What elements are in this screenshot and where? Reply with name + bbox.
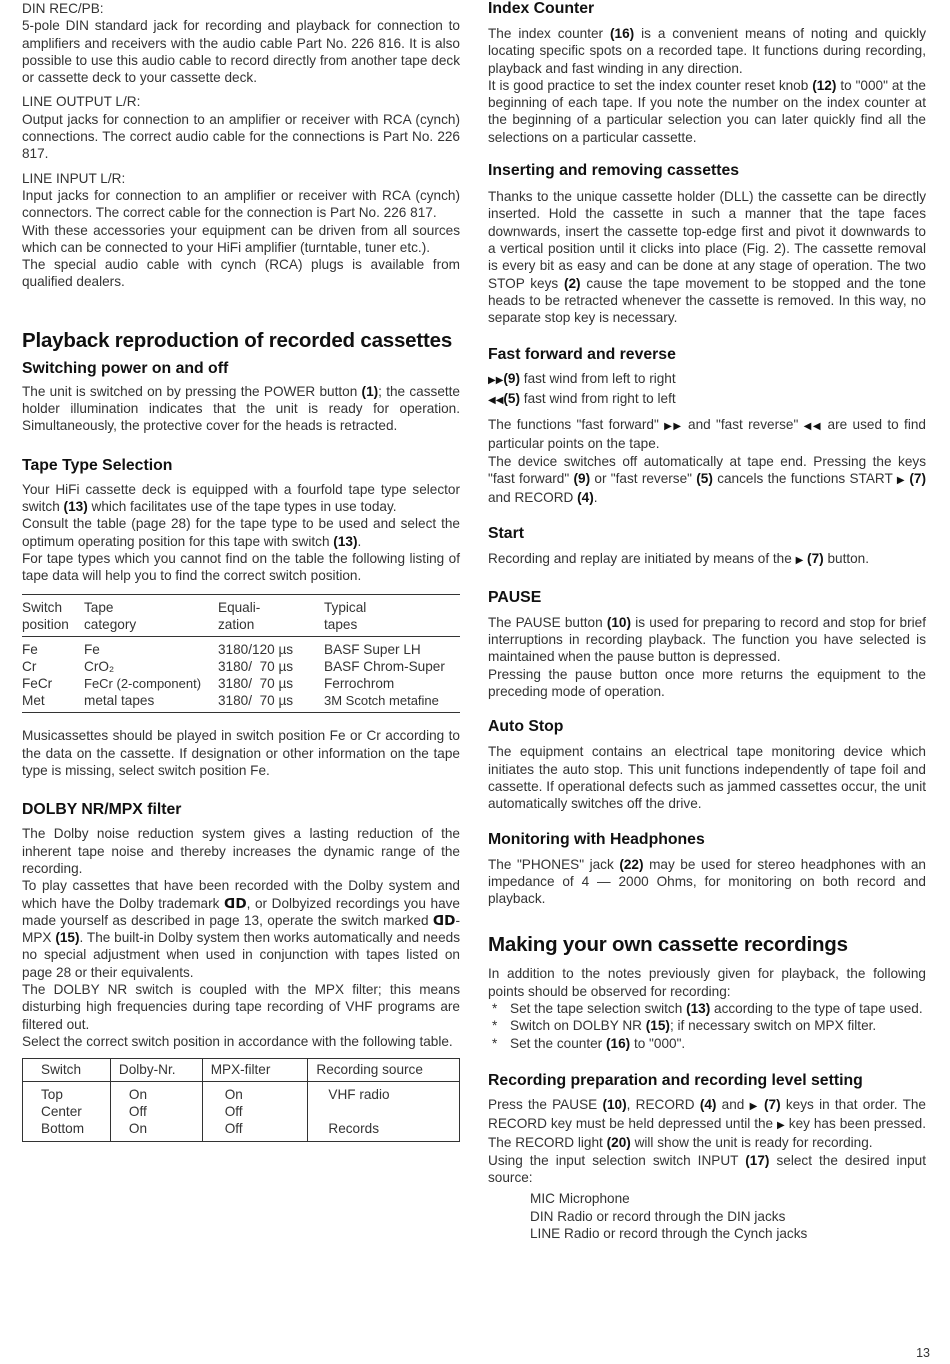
dolby-play-text: To play cassettes that have been recorded with the Dolby system and which have the Dolby trademark ᗡᗞ, or Dolbyized recordings you have made yourself as described in page 13, operate the switch marked ᗡᗞ-MPX (15). The built-in Dolby system then works automatically and needs no special adjustment when used in conjunction with tapes listed on page 28 or their equivalents. [22, 878, 460, 980]
index-good-practice-text: It is good practice to set the index counter reset knob (12) to "000" at the beginning of each tape. If you note the number on the index counter at the beginning of a particular selection you can later quickly find all the selections on a particular cassette. [488, 77, 926, 145]
dolby-coupled-text: The DOLBY NR switch is coupled with the MPX filter; this means disturbing high frequencies during tape recording of VHF programs are filtered out. [22, 981, 460, 1032]
header-switch: Switch [23, 1059, 111, 1082]
table-cell: Cr [22, 659, 37, 675]
line-output-label: LINE OUTPUT L/R: [22, 94, 141, 110]
tape-type-heading: Tape Type Selection [22, 456, 173, 474]
cable-text: The special audio cable with cynch (RCA) plugs is available from qualified dealers. [22, 257, 460, 290]
play-icon: ▶ [896, 474, 906, 486]
index-text: The index counter (16) is a convenient means of noting and quickly locating specific spots on a recorded tape. It functions during recording, playback and fast winding in any direction. [488, 26, 926, 76]
table-row [22, 692, 460, 713]
power-heading: Switching power on and off [22, 359, 229, 377]
header-typical-tapes: Typical tapes [324, 600, 367, 633]
din-text: 5-pole DIN standard jack for recording and playback for connection to amplifiers and receivers with the audio cable Part No. 226 816. It is also possible to use this audio cable to record directly from another tape deck or cassette deck to your cassette deck. [22, 18, 460, 86]
pause-text: The PAUSE button (10) is used for preparing to record and stop for brief interruptions in recording playback. The function you have selected is maintained when the pause button is depressed. [488, 614, 926, 665]
header-tape-category: Tape category [84, 600, 137, 633]
tape-type-text: Your HiFi cassette deck is equipped with a fourfold tape type selector switch (13) which facilitates use of the tape types in use today. [22, 481, 460, 514]
pause-heading: PAUSE [488, 588, 542, 606]
list-item: LINE Radio or record through the Cynch jacks [530, 1225, 808, 1241]
musicassettes-text: Musicassettes should be played in switch position Fe or Cr according to the data on the cassette. If designation or other information on the tape type is missing, select switch position Fe. [22, 728, 460, 779]
inserting-text: Thanks to the unique cassette holder (DLL) the cassette can be directly inserted. Hold the cassette in such a manner that the tape faces downwards, insert the cassette top-edge first and pivot it downwards to a vertical position until it clicks into place (Fig. 2). The cassette removal is every bit as easy and can be done at any stage of operation. The two STOP keys (2) cause the tape movement to be stopped and the tone heads to be retracted whenever the cassette is removed. In this way, no separate stop key is necessary. [488, 189, 926, 326]
fast-forward-heading: Fast forward and reverse [488, 346, 676, 364]
din-label: DIN REC/PB: [22, 1, 104, 16]
fast-forward-icon: ▶▶ [664, 421, 683, 433]
header-recording-source: Recording source [308, 1059, 460, 1082]
consult-text: Consult the table (page 28) for the tape type to be used and select the optimum operating position for this tape with switch (13). [22, 516, 460, 549]
pause-again-text: Pressing the pause button once more returns the equipment to the preceding mode of operation. [488, 666, 926, 700]
table-cell: 3180/ 70 µs [218, 693, 294, 709]
dolby-trademark-icon: ᗡᗞ [432, 912, 456, 928]
other-types-text: For tape types which you cannot find on the table the following listing of tape data will help you to find the correct switch position. [22, 550, 460, 584]
auto-stop-text: The equipment contains an electrical tape monitoring device which initiates the auto stop. This unit functions independently of tape foil and cassette. If operational defects such as jammed cassettes occur, the unit automatically switches off the drive. [488, 744, 926, 812]
table-cell: 3180/ 70 µs [218, 676, 294, 692]
fast-reverse-icon: ◀◀ [488, 394, 504, 406]
table-cell: On Off Off [202, 1082, 308, 1142]
making-text: In addition to the notes previously given for playback, the following points should be observed for recording: [488, 966, 926, 999]
table-row [22, 637, 460, 659]
playback-heading: Playback reproduction of recorded cassettes [22, 328, 453, 352]
auto-stop-heading: Auto Stop [488, 718, 564, 736]
line-input-text: Input jacks for connection to an amplifier or receiver with RCA (cynch) connectors. The correct cable for the connection is Part No. 226 817. [22, 187, 460, 221]
table-cell: BASF Super LH [324, 642, 421, 658]
list-item: * Set the counter (16) to "000". [492, 1035, 686, 1051]
recording-preparation-text: Press the PAUSE (10), RECORD (4) and ▶ (7) keys in that order. The RECORD key must be held depressed until the ▶ key has been pressed. The RECORD light (20) will show the unit is ready for recording. [488, 1096, 927, 1151]
play-icon: ▶ [749, 1100, 759, 1112]
dolby-select-text: Select the correct switch position in accordance with the following table. [22, 1033, 453, 1049]
header-mpx-filter: MPX-filter [202, 1059, 308, 1082]
list-item: * Switch on DOLBY NR (15); if necessary switch on MPX filter. [492, 1018, 877, 1034]
dolby-text: The Dolby noise reduction system gives a lasting reduction of the inherent tape noise and thereby increases the dynamic range of the recording. [22, 826, 460, 876]
table-cell: CrO₂ [84, 659, 115, 675]
making-recordings-heading: Making your own cassette recordings [488, 933, 848, 957]
dolby-heading: DOLBY NR/MPX filter [22, 801, 182, 819]
header-switch-position: Switch position [22, 600, 69, 633]
play-icon: ▶ [795, 554, 804, 566]
table-cell: 3180/120 µs [218, 642, 294, 658]
page-number: 13 [916, 1346, 930, 1360]
headphones-heading: Monitoring with Headphones [488, 830, 705, 848]
ff-device-text: The device switches off automatically at tape end. Pressing the keys "fast forward" (9) or "fast reverse" (5) cancels the functions START ▶ (7) and RECORD (4). [488, 453, 926, 506]
line-output-text: Output jacks for connection to an amplifier or receiver with RCA (cynch) connections. The correct audio cable for the connections is Part No. 226 817. [22, 111, 460, 162]
table-cell: Fe [84, 642, 100, 658]
table-cell: Top Center Bottom [41, 1087, 85, 1137]
input-selection-text: Using the input selection switch INPUT (17) select the desired input source: [488, 1152, 927, 1186]
table-cell: FeCr (2-component) [84, 676, 202, 692]
fast-reverse-icon: ◀◀ [803, 421, 823, 433]
line-input-label: LINE INPUT L/R: [22, 170, 126, 186]
play-icon: ▶ [777, 1120, 785, 1132]
left-column [22, 0, 460, 1142]
dolby-switch-table [22, 1058, 460, 1142]
table-cell: 3180/ 70 µs [218, 659, 294, 675]
dolby-table-header [23, 1059, 460, 1082]
recording-preparation-heading: Recording preparation and recording level setting [488, 1071, 863, 1089]
index-counter-heading: Index Counter [488, 0, 595, 17]
table-cell: Fe [22, 642, 38, 658]
power-text: The unit is switched on by pressing the POWER button (1); the cassette holder illumination indicates that the unit is ready for operation. Simultaneously, the protective cover for the heads is retracted. [22, 383, 460, 434]
table-cell: Met [22, 693, 45, 709]
ff-functions-text: The functions "fast forward" ▶▶ and "fast reverse" ◀◀ are used to find particular points on the tape. [488, 417, 926, 452]
start-text: Recording and replay are initiated by means of the ▶ (7) button. [488, 550, 870, 566]
table-cell: FeCr [22, 676, 53, 692]
table-row [22, 675, 460, 692]
ff-line-reverse: ◀◀(5) fast wind from right to left [488, 390, 676, 406]
recording-steps-list [488, 1000, 926, 1052]
header-equalization: Equali- zation [218, 600, 261, 633]
table-cell: 3M Scotch metafine [324, 693, 439, 709]
start-heading: Start [488, 524, 524, 542]
dolby-trademark-icon: ᗡᗞ [224, 895, 247, 911]
table-row [23, 1082, 460, 1142]
right-column [488, 0, 926, 1242]
table-row [22, 658, 460, 675]
table-cell: metal tapes [84, 693, 155, 709]
headphones-text: The "PHONES" jack (22) may be used for stereo headphones with an impedance of 4 — 2000 Ohms, for monitoring on both record and playback. [488, 856, 926, 907]
list-item: MIC Microphone [530, 1191, 630, 1207]
ff-line-forward: ▶▶(9) fast wind from left to right [488, 371, 676, 387]
table-cell: Ferrochrom [324, 676, 395, 692]
table-cell: BASF Chrom-Super [324, 659, 445, 675]
header-dolby-nr: Dolby-Nr. [110, 1059, 202, 1082]
accessories-text: With these accessories your equipment can be driven from all sources which can be connected to your HiFi amplifier (turntable, tuner etc.). [22, 222, 460, 255]
inserting-heading: Inserting and removing cassettes [488, 162, 740, 180]
tape-data-table [22, 594, 460, 713]
fast-forward-icon: ▶▶ [488, 375, 504, 387]
tape-table-header [22, 595, 460, 637]
list-item: * Set the tape selection switch (13) according to the type of tape used. [492, 1000, 923, 1016]
table-cell: On Off On [110, 1082, 202, 1142]
input-source-list [530, 1190, 926, 1242]
list-item: DIN Radio or record through the DIN jacks [530, 1208, 786, 1224]
table-cell: VHF radio Records [308, 1082, 460, 1142]
